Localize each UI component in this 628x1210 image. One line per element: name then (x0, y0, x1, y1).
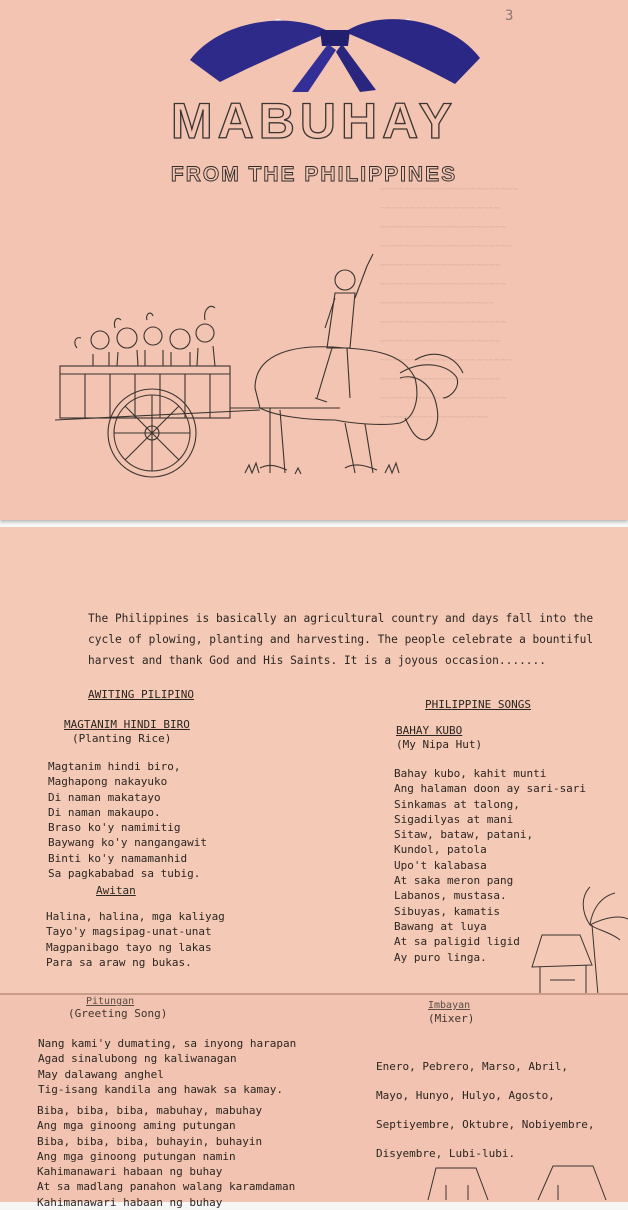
cover-subtitle: FROM THE PHILIPPINES (170, 163, 458, 186)
right-column-heading: PHILIPPINE SONGS (425, 698, 531, 711)
lyric-line: Enero, Pebrero, Marso, Abril, (376, 1060, 569, 1073)
lyric-line: Bawang at luya (394, 919, 487, 933)
lyric-line: Upo't kalabasa (394, 858, 487, 872)
greeting-song-chorus (37, 1103, 295, 1210)
lyric-line: May dalawang anghel (38, 1067, 164, 1081)
lower-right-heading: Imbayan (428, 1000, 471, 1011)
bleed-through-text: ~~~~~~~~~~~~~~~~~~~~~~~ ~~~~~~~~~~~~~~~~~~~~ ~~~~~~~~~~~~~~~~~~~~~ ~~~~~~~~~~~~~~~~~~~~~~ ~~~~~~~~~~~~~~~~~~~~ ~~~~~~~~~~~~~~~~~~~~~ ~~~~~~~~~~~~~~~~~~~ ~~~~~~~~~~~~~~~~~~~~~ ~~~~~~~~~~~~~~~~~~~~ ~~~~~~~~~~~~~~~~~~~~~~ ~~~~~~~~~~~~~~~~~~~~ ~~~~~~~~~~~~~~~~~~~~~ ~~~~~~~~~~~~~~~~~~ (380, 184, 519, 423)
song-title-awitan: Awitan (96, 884, 136, 897)
lyric-line: Maghapong nakayuko (48, 775, 168, 789)
lyric-line: Ay puro linga. (394, 950, 487, 964)
lyric-line: Baywang ko'y nangangawit (48, 836, 207, 850)
mixer-song-lyrics (376, 1052, 595, 1168)
lyric-line: Halina, halina, mga kaliyag (46, 910, 225, 923)
lyric-line: Ang mga ginoong putungan namin (37, 1149, 236, 1163)
nipa-hut-illustration (520, 885, 628, 1005)
lyric-line: Sigadilyas at mani (394, 812, 514, 826)
lyric-line: Disyembre, Lubi-lubi. (376, 1147, 516, 1160)
lyric-line: Magpanibago tayo ng lakas (46, 940, 212, 954)
lyric-line: Para sa araw ng bukas. (46, 955, 192, 969)
song-lyrics-awitan (46, 909, 225, 970)
lyric-line: Biba, biba, biba, mabuhay, mabuhay (37, 1104, 263, 1117)
lyric-line: Di naman makaupo. (48, 805, 161, 819)
lower-right-subtitle: (Mixer) (428, 1012, 475, 1025)
lyric-line: Di naman makatayo (48, 790, 161, 804)
intro-paragraph: The Philippines is basically an agricultural country and days fall into the cycle of plowing, planting and harvesting. The people celebrate a bountiful harvest and thank God and His Saints. It is a joyous occasion....... (88, 612, 594, 667)
lyric-line: At sa paligid ligid (394, 935, 520, 949)
lower-left-subtitle: (Greeting Song) (68, 1007, 168, 1020)
lyric-line: Sa pagkababad sa tubig. (48, 867, 201, 881)
lyric-line: Agad sinalubong ng kaliwanagan (38, 1052, 237, 1066)
lyric-line: Tig-isang kandila ang hawak sa kamay. (38, 1082, 284, 1096)
lyric-line: Kahimanawari habaan ng buhay (37, 1195, 223, 1209)
carabao-cart-illustration (55, 248, 475, 483)
lyric-line: Nang kami'y dumating, sa inyong harapan (38, 1037, 297, 1050)
corner-mark: 3 (505, 8, 514, 24)
lyric-line: Biba, biba, biba, buhayin, buhayin (37, 1134, 263, 1148)
lyric-line: Magtanim hindi biro, (48, 760, 181, 773)
lyric-line: Binti ko'y namamanhid (48, 851, 188, 865)
cover-title: MABUHAY (171, 93, 457, 149)
huts-sketch-illustration (418, 1160, 628, 1200)
greeting-song-lyrics (38, 1036, 296, 1097)
lyric-line: Sibuyas, kamatis (394, 904, 500, 918)
lyric-line: Sinkamas at talong, (394, 797, 520, 811)
song-title-magtanim: MAGTANIM HINDI BIRO (64, 718, 190, 731)
song-title-bahay-kubo: BAHAY KUBO (396, 724, 463, 737)
lyric-line: Mayo, Hunyo, Hulyo, Agosto, (376, 1089, 555, 1102)
lyric-line: Labanos, mustasa. (394, 889, 507, 903)
lower-left-heading: Pitungan (86, 996, 135, 1007)
lyric-line: Tayo'y magsipag-unat-unat (46, 925, 212, 939)
lyric-line: Ang halaman doon ay sari-sari (394, 782, 587, 796)
lyric-line: At sa madlang panahon walang karamdaman (37, 1180, 296, 1194)
lyric-line: Braso ko'y namimitig (48, 821, 181, 835)
song-subtitle-nipa-hut: (My Nipa Hut) (396, 738, 483, 751)
lyric-line: Kundol, patola (394, 843, 487, 857)
cover-page (0, 0, 628, 520)
lyric-line: Septiyembre, Oktubre, Nobiyembre, (376, 1118, 595, 1131)
left-column-heading: AWITING PILIPINO (88, 688, 194, 701)
lyric-line: Ang mga ginoong aming putungan (37, 1119, 236, 1133)
lyric-line: Kahimanawari habaan ng buhay (37, 1165, 223, 1179)
lyric-line: Sitaw, bataw, patani, (394, 828, 534, 842)
ribbon-bow-icon (180, 0, 490, 95)
song-lyrics-magtanim (48, 759, 207, 881)
lyric-line: Bahay kubo, kahit munti (394, 767, 547, 780)
song-subtitle-planting-rice: (Planting Rice) (72, 732, 172, 745)
lyric-line: At saka meron pang (394, 874, 514, 888)
